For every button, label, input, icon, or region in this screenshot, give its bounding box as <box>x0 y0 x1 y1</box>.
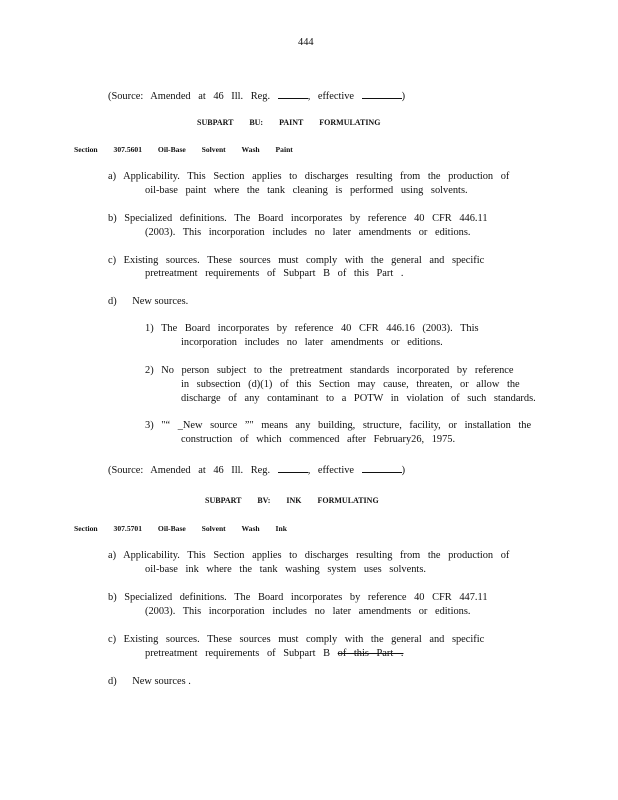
section-label: Section <box>74 524 98 533</box>
text-line: oil-base ink where the tank washing system uses solvents. <box>145 564 426 575</box>
text-line: b) Specialized definitions. The Board incorporates by reference 40 CFR 447.11 <box>108 592 488 603</box>
section-heading <box>74 525 287 533</box>
section-number: 307.5701 <box>113 524 143 533</box>
text-line: oil-base paint where the tank cleaning is performed using solvents. <box>145 185 468 196</box>
subpart-heading: SUBPART BV: INK FORMULATING <box>205 496 379 505</box>
text-line <box>145 649 403 659</box>
text-line: d) New sources. <box>108 296 189 307</box>
effective-blank <box>362 463 402 473</box>
section-number: 307.5601 <box>113 145 143 154</box>
section-title: Oil-Base Solvent Wash Ink <box>157 524 287 533</box>
text-line: construction of which commenced after February26, 1975. <box>181 434 456 445</box>
source-close: ) <box>401 465 406 476</box>
reg-blank <box>278 463 308 473</box>
text-line: discharge of any contaminant to a POTW in violation of such standards. <box>181 393 536 404</box>
deleted-text: of this Part . <box>337 648 404 659</box>
source-effective: effective <box>317 465 355 476</box>
source-prefix: (Source: <box>108 91 144 102</box>
text-line: 1) The Board incorporates by reference 40 CFR 446.16 (2003). This <box>145 323 479 334</box>
text-run: pretreatment requirements of Subpart B <box>145 648 331 659</box>
section-title: Oil-Base Solvent Wash Paint <box>157 145 293 154</box>
text-line: pretreatment requirements of Subpart B of this Part . <box>145 268 404 279</box>
section-heading <box>74 146 293 154</box>
source-note: (Source: Amended at 46 Ill. Reg. , effective ) <box>108 91 406 102</box>
text-line: c) Existing sources. These sources must comply with the general and specific <box>108 255 485 266</box>
text-line: in subsection (d)(1) of this Section may cause, threaten, or allow the <box>181 379 520 390</box>
source-note: (Source: Amended at 46 Ill. Reg. , effective ) <box>108 465 406 476</box>
source-effective: effective <box>317 91 355 102</box>
effective-blank <box>362 89 402 99</box>
source-amended: Amended at 46 Ill. Reg. <box>150 465 271 476</box>
text-line: b) Specialized definitions. The Board incorporates by reference 40 CFR 446.11 <box>108 213 488 224</box>
page-number: 444 <box>298 37 314 48</box>
subpart-heading: SUBPART BU: PAINT FORMULATING <box>197 118 381 127</box>
text-line: a) Applicability. This Section applies to discharges resulting from the production of <box>108 550 510 561</box>
section-label: Section <box>74 145 98 154</box>
text-line: (2003). This incorporation includes no later amendments or editions. <box>145 606 471 617</box>
reg-blank <box>278 89 308 99</box>
text-line: incorporation includes no later amendments or editions. <box>181 337 443 348</box>
text-line: c) Existing sources. These sources must comply with the general and specific <box>108 634 485 645</box>
text-line: a) Applicability. This Section applies to discharges resulting from the production of <box>108 171 510 182</box>
text-line: 2) No person subject to the pretreatment standards incorporated by reference <box>145 365 514 376</box>
text-line: 3) "“ _New source ”" means any building, structure, facility, or installation the <box>145 420 532 431</box>
source-prefix: (Source: <box>108 465 144 476</box>
source-amended: Amended at 46 Ill. Reg. <box>150 91 271 102</box>
source-close: ) <box>401 91 406 102</box>
text-line: d) New sources . <box>108 676 191 687</box>
text-line: (2003). This incorporation includes no later amendments or editions. <box>145 227 471 238</box>
